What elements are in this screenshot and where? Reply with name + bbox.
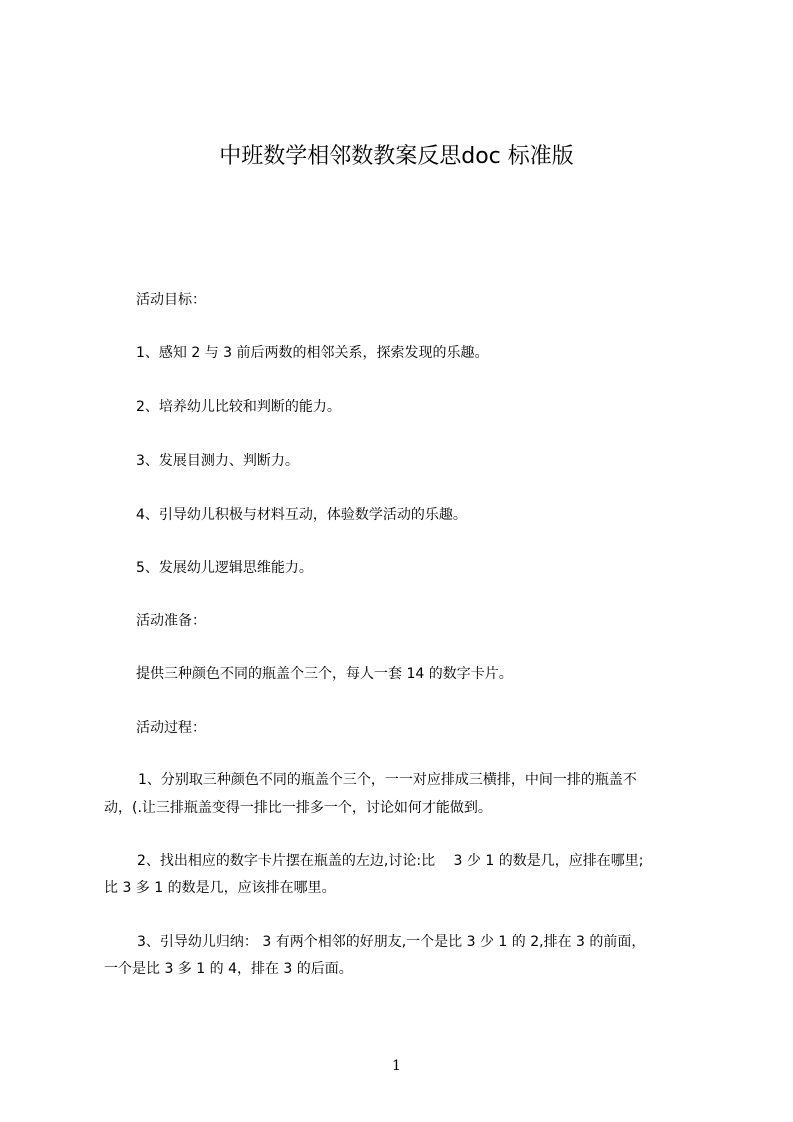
preparation-text: 提供三种颜色不同的瓶盖个三个，每人一套 14 的数字卡片。 — [136, 666, 513, 682]
process-step-3-line-2: 一个是比 3 多 1 的 4，排在 3 的后面。 — [104, 961, 353, 977]
process-step-1-line-2: 动，(.让三排瓶盖变得一排比一排多一个，讨论如何才能做到。 — [104, 800, 492, 816]
preparation-heading: 活动准备： — [136, 613, 206, 629]
page-number: 1 — [392, 1058, 401, 1074]
process-step-2-line-2: 比 3 多 1 的数是几，应该排在哪里。 — [104, 880, 336, 896]
process-step-1-line-1: 1、分别取三种颜色不同的瓶盖个三个，一一对应排成三横排，中间一排的瓶盖不 — [138, 772, 637, 788]
goal-item-5: 5、发展幼儿逻辑思维能力。 — [136, 560, 313, 576]
process-heading: 活动过程： — [136, 720, 206, 736]
goal-item-1: 1、感知 2 与 3 前后两数的相邻关系，探索发现的乐趣。 — [136, 345, 489, 361]
goal-item-4: 4、引导幼儿积极与材料互动，体验数学活动的乐趣。 — [136, 507, 467, 523]
goals-heading: 活动目标： — [136, 292, 206, 308]
document-title: 中班数学相邻数教案反思doc 标准版 — [219, 144, 574, 169]
process-step-3-line-1: 3、引导幼儿归纳： 3 有两个相邻的好朋友,一个是比 3 少 1 的 2,排在 3 的前面， — [137, 934, 646, 950]
goal-item-3: 3、发展目测力、判断力。 — [136, 453, 299, 469]
process-step-2-line-1: 2、找出相应的数字卡片摆在瓶盖的左边,讨论:比 3 少 1 的数是几，应排在哪里; — [137, 853, 644, 869]
goal-item-2: 2、培养幼儿比较和判断的能力。 — [136, 399, 341, 415]
